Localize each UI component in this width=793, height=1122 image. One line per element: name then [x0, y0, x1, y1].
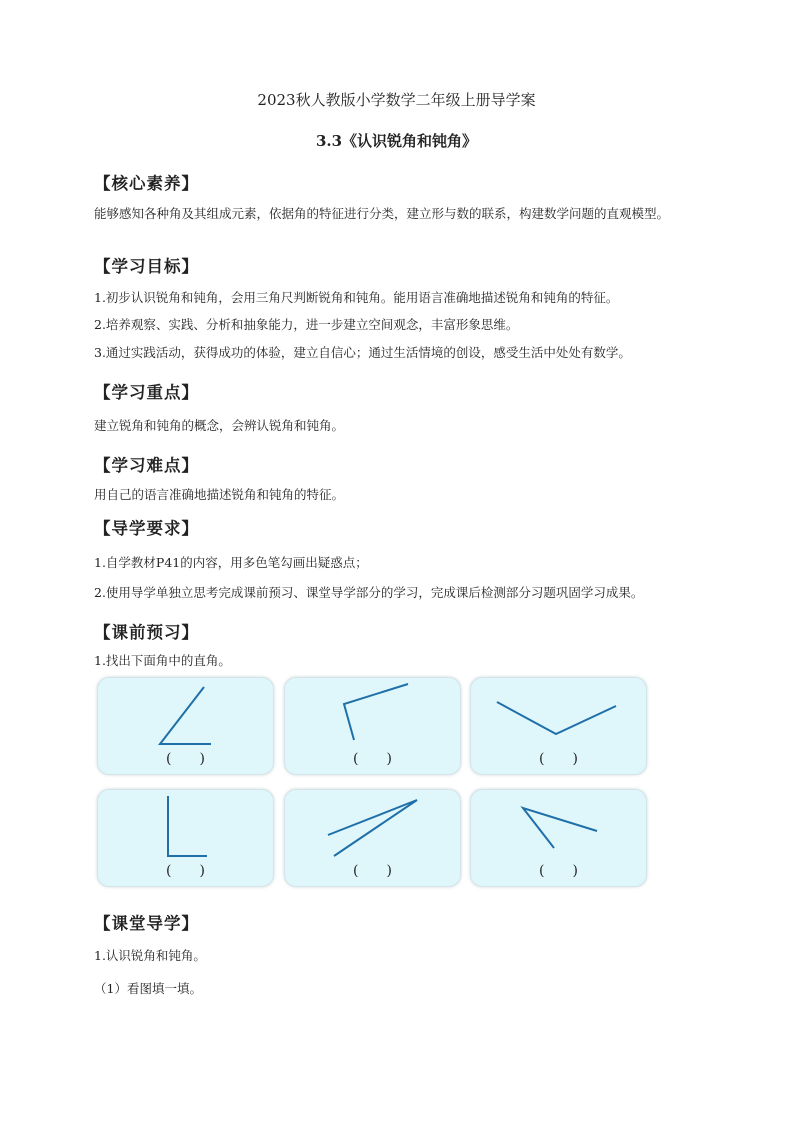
requirement-item: 1.自学教材P41的内容，用多色笔勾画出疑惑点； [94, 555, 368, 570]
angle-card [97, 677, 274, 775]
angle-card [284, 789, 461, 887]
goal-item: 3.通过实践活动，获得成功的体验，建立自信心；通过生活情境的创设，感受生活中处处有数学。 [94, 345, 631, 360]
goal-item: 2.培养观察、实践、分析和抽象能力，进一步建立空间观念，丰富形象思维。 [94, 317, 519, 332]
classroom-item: 1.认识锐角和钝角。 [94, 948, 206, 963]
answer-blank[interactable]: ( ) [539, 863, 578, 879]
answer-blank[interactable]: ( ) [353, 863, 392, 879]
key-points-text: 建立锐角和钝角的概念，会辨认锐角和钝角。 [94, 418, 345, 433]
angle-card [470, 789, 647, 887]
answer-blank[interactable]: ( ) [166, 751, 205, 767]
section-heading-classroom: 【课堂导学】 [94, 914, 199, 933]
answer-blank[interactable]: ( ) [166, 863, 205, 879]
section-heading-preview: 【课前预习】 [94, 623, 199, 642]
answer-blank[interactable]: ( ) [539, 751, 578, 767]
section-heading-difficulties: 【学习难点】 [94, 456, 199, 475]
angle-card [470, 677, 647, 775]
angle-card [97, 789, 274, 887]
angle-card [284, 677, 461, 775]
document-title: 2023秋人教版小学数学二年级上册导学案 [257, 91, 536, 109]
section-heading-requirements: 【导学要求】 [94, 519, 199, 538]
difficulties-text: 用自己的语言准确地描述锐角和钝角的特征。 [94, 487, 345, 502]
section-heading-core: 【核心素养】 [94, 174, 199, 193]
section-heading-goals: 【学习目标】 [94, 257, 199, 276]
core-text: 能够感知各种角及其组成元素，依据角的特征进行分类，建立形与数的联系，构建数学问题的直观模型。 [94, 206, 670, 221]
classroom-subitem: （1）看图填一填。 [94, 981, 202, 996]
requirement-item: 2.使用导学单独立思考完成课前预习、课堂导学部分的学习，完成课后检测部分习题巩固学习成果。 [94, 585, 644, 600]
preview-question: 1.找出下面角中的直角。 [94, 653, 231, 668]
document-subtitle: 3.3《认识锐角和钝角》 [315, 132, 478, 150]
answer-blank[interactable]: ( ) [353, 751, 392, 767]
section-heading-key-points: 【学习重点】 [94, 383, 199, 402]
goal-item: 1.初步认识锐角和钝角，会用三角尺判断锐角和钝角。能用语言准确地描述锐角和钝角的特征。 [94, 290, 619, 305]
